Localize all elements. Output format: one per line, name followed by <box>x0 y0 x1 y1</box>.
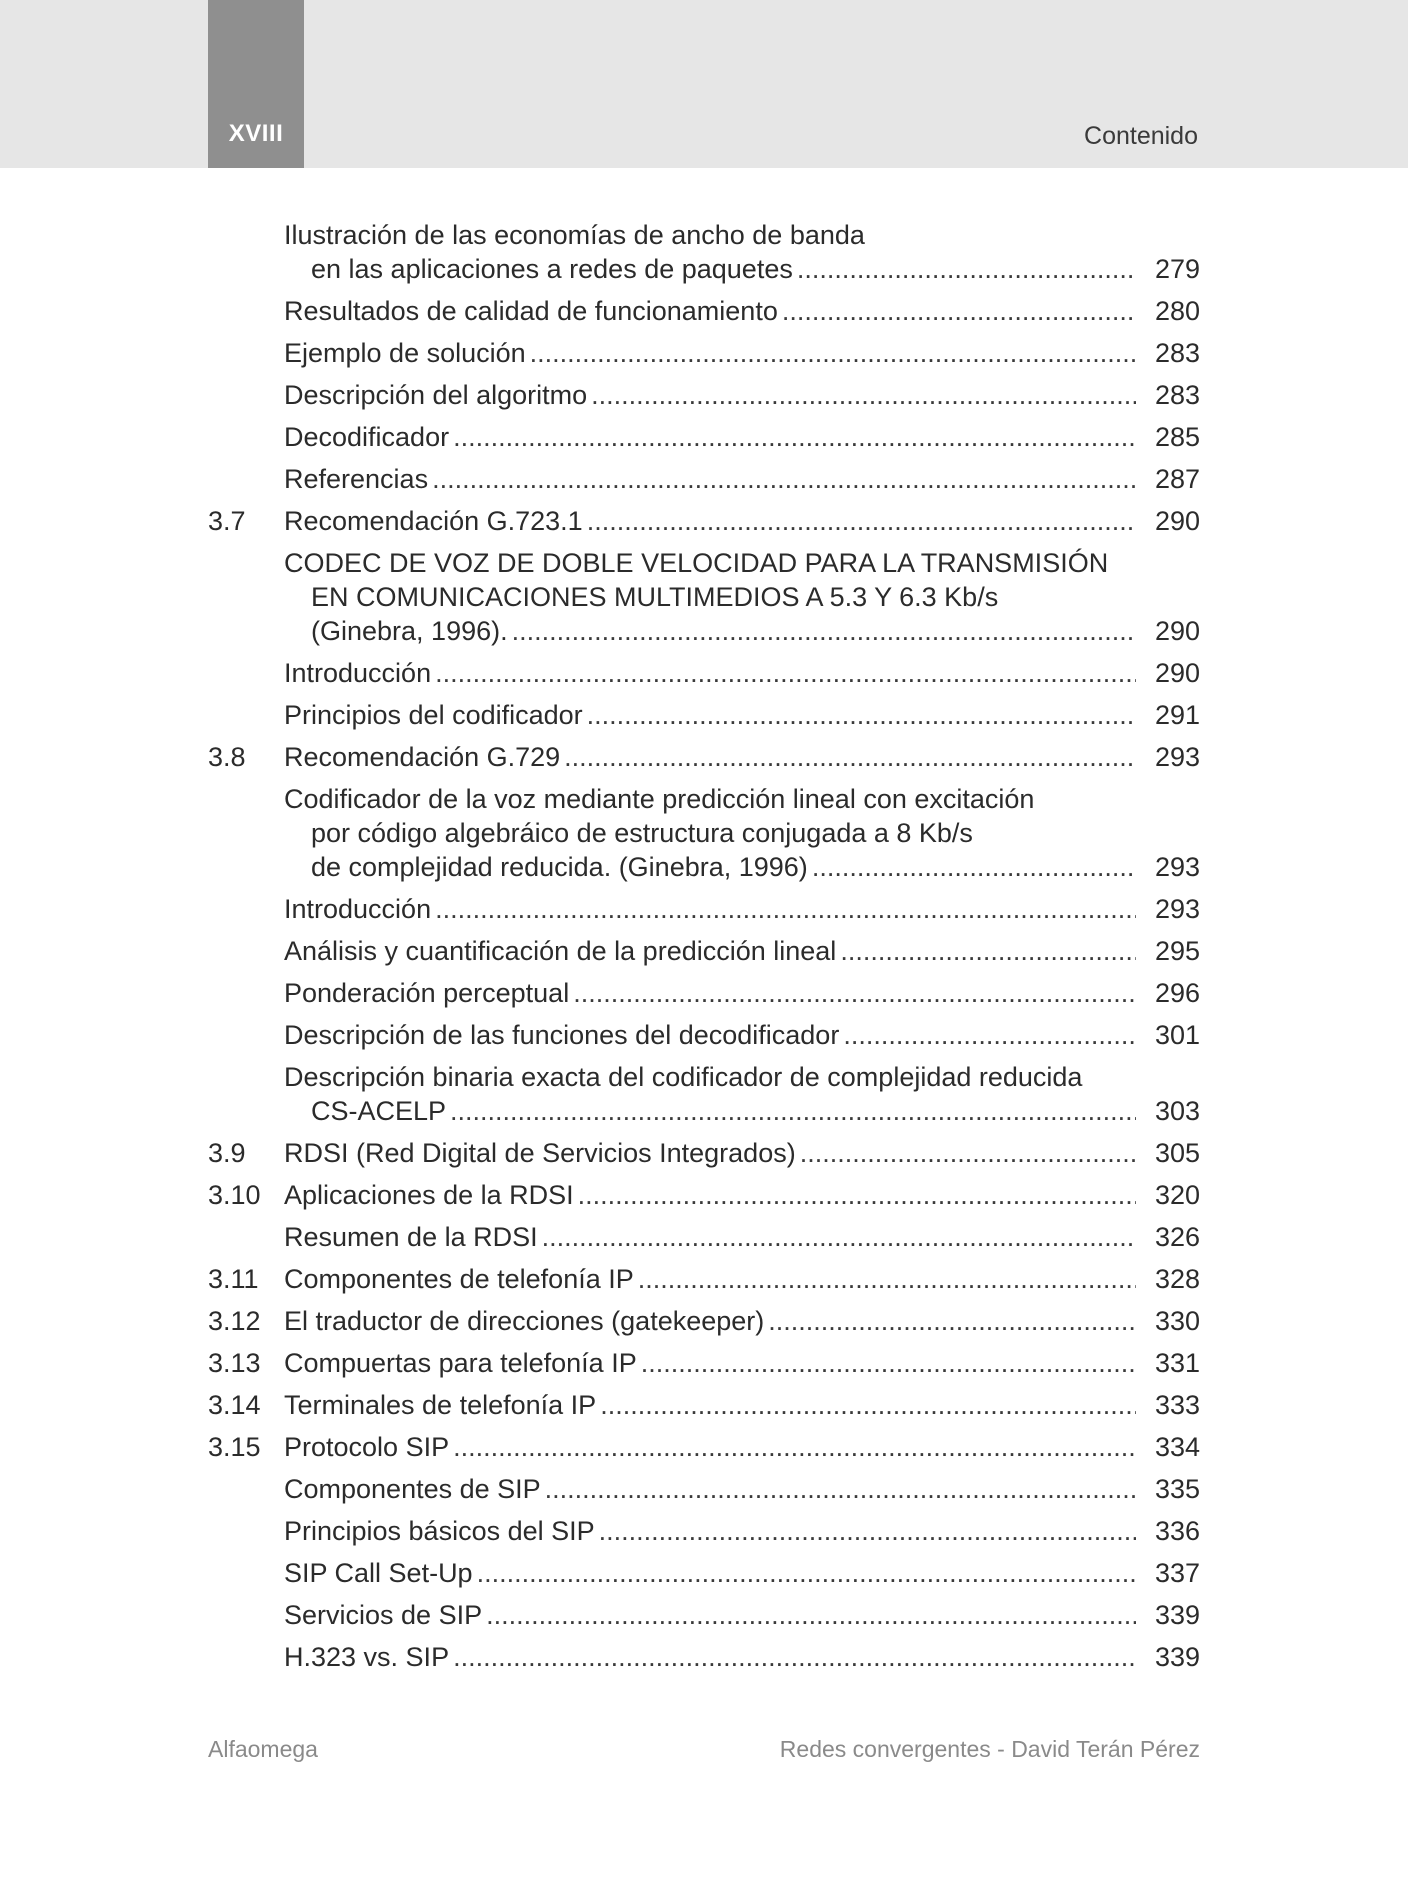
toc-entry <box>208 934 1200 968</box>
entry-title <box>284 1018 1136 1052</box>
dot-leader <box>453 1640 1136 1674</box>
table-of-contents <box>208 218 1200 1682</box>
entry-title-text: Resumen de la RDSI <box>284 1222 538 1252</box>
entry-title-line <box>284 1388 1136 1422</box>
entry-title <box>284 1304 1136 1338</box>
toc-entry <box>208 698 1200 732</box>
section-number: 3.14 <box>208 1390 261 1420</box>
entry-title-line <box>284 1430 1136 1464</box>
toc-entry <box>208 1640 1200 1674</box>
entry-title-text: CS-ACELP <box>311 1096 447 1126</box>
dot-leader <box>587 698 1136 732</box>
entry-title-line <box>284 1178 1136 1212</box>
entry-title <box>284 656 1136 690</box>
page-ref: 293 <box>1154 852 1200 882</box>
dot-leader <box>486 1598 1136 1632</box>
page-ref: 305 <box>1154 1138 1200 1168</box>
entry-title-line <box>284 336 1136 370</box>
entry-title-text: SIP Call Set-Up <box>284 1558 473 1588</box>
dot-leader <box>843 1018 1136 1052</box>
entry-title-text: en las aplicaciones a redes de paquetes <box>311 254 793 284</box>
entry-title-line <box>284 252 1136 286</box>
section-number: 3.9 <box>208 1138 246 1168</box>
page-number: XVIII <box>228 120 284 147</box>
entry-title <box>284 1060 1136 1128</box>
entry-title <box>284 698 1136 732</box>
dot-leader <box>587 504 1136 538</box>
entry-title-line: Ilustración de las economías de ancho de banda <box>284 220 865 250</box>
toc-entry <box>208 1346 1200 1380</box>
toc-entry <box>208 740 1200 774</box>
entry-title <box>284 1640 1136 1674</box>
page-ref: 335 <box>1154 1474 1200 1504</box>
entry-title-line: Codificador de la voz mediante predicción lineal con excitación <box>284 784 1035 814</box>
entry-title-text: Protocolo SIP <box>284 1432 450 1462</box>
toc-entry <box>208 1060 1200 1128</box>
entry-title <box>284 892 1136 926</box>
toc-entry <box>208 782 1200 884</box>
entry-title-text: Compuertas para telefonía IP <box>284 1348 637 1378</box>
page-ref: 293 <box>1154 742 1200 772</box>
entry-title-text: Principios del codificador <box>284 700 583 730</box>
entry-title-text: Introducción <box>284 658 432 688</box>
entry-title-line: Descripción binaria exacta del codificador de complejidad reducida <box>284 1062 1083 1092</box>
entry-title-line: por código algebráico de estructura conjugada a 8 Kb/s <box>311 818 973 848</box>
entry-title <box>284 1178 1136 1212</box>
toc-entry <box>208 892 1200 926</box>
dot-leader <box>564 740 1136 774</box>
dot-leader <box>578 1178 1136 1212</box>
entry-title <box>284 420 1136 454</box>
page-ref: 291 <box>1154 700 1200 730</box>
entry-title-text: Recomendación G.729 <box>284 742 561 772</box>
toc-entry <box>208 546 1200 648</box>
entry-title <box>284 546 1136 648</box>
page-ref: 328 <box>1154 1264 1200 1294</box>
dot-leader <box>797 252 1136 286</box>
toc-entry <box>208 656 1200 690</box>
toc-entry <box>208 336 1200 370</box>
toc-entry <box>208 976 1200 1010</box>
toc-entry <box>208 294 1200 328</box>
entry-title <box>284 976 1136 1010</box>
section-number: 3.12 <box>208 1306 261 1336</box>
toc-entry <box>208 218 1200 286</box>
page-ref: 333 <box>1154 1390 1200 1420</box>
entry-title-text: RDSI (Red Digital de Servicios Integrados) <box>284 1138 796 1168</box>
section-number: 3.10 <box>208 1180 261 1210</box>
entry-title-text: Decodificador <box>284 422 450 452</box>
entry-title-line <box>284 740 1136 774</box>
entry-title-text: Recomendación G.723.1 <box>284 506 583 536</box>
entry-title-line <box>284 1514 1136 1548</box>
entry-title-line <box>284 656 1136 690</box>
dot-leader <box>768 1304 1136 1338</box>
dot-leader <box>641 1346 1136 1380</box>
page-ref: 296 <box>1154 978 1200 1008</box>
page-ref: 334 <box>1154 1432 1200 1462</box>
entry-title <box>284 1556 1136 1590</box>
entry-title <box>284 1472 1136 1506</box>
entry-title-line <box>284 378 1136 412</box>
page-ref: 320 <box>1154 1180 1200 1210</box>
entry-title-line <box>284 420 1136 454</box>
toc-entry <box>208 1304 1200 1338</box>
page-ref: 301 <box>1154 1020 1200 1050</box>
entry-title-line <box>284 462 1136 496</box>
entry-title-text: Componentes de SIP <box>284 1474 541 1504</box>
dot-leader <box>435 892 1136 926</box>
dot-leader <box>840 934 1136 968</box>
entry-title <box>284 1220 1136 1254</box>
dot-leader <box>453 1430 1136 1464</box>
toc-entry <box>208 1430 1200 1464</box>
entry-title <box>284 1514 1136 1548</box>
toc-entry <box>208 1136 1200 1170</box>
entry-title-text: Componentes de telefonía IP <box>284 1264 634 1294</box>
toc-entry <box>208 1514 1200 1548</box>
page-ref: 330 <box>1154 1306 1200 1336</box>
entry-title-text: Descripción del algoritmo <box>284 380 588 410</box>
entry-title-line <box>284 1220 1136 1254</box>
dot-leader <box>450 1094 1136 1128</box>
toc-entry <box>208 1018 1200 1052</box>
entry-title-line <box>284 1640 1136 1674</box>
toc-entry <box>208 1472 1200 1506</box>
toc-entry <box>208 1220 1200 1254</box>
page-ref: 326 <box>1154 1222 1200 1252</box>
entry-title-line <box>284 1262 1136 1296</box>
entry-title-text: Referencias <box>284 464 429 494</box>
entry-title-text: Análisis y cuantificación de la predicción lineal <box>284 936 837 966</box>
dot-leader <box>453 420 1136 454</box>
dot-leader <box>512 614 1136 648</box>
entry-title <box>284 782 1136 884</box>
entry-title-text: de complejidad reducida. (Ginebra, 1996) <box>311 852 808 882</box>
entry-title-line <box>284 1136 1136 1170</box>
page-ref: 293 <box>1154 894 1200 924</box>
dot-leader <box>599 1514 1136 1548</box>
entry-title-line: EN COMUNICACIONES MULTIMEDIOS A 5.3 Y 6.3 Kb/s <box>311 582 999 612</box>
entry-title-line: CODEC DE VOZ DE DOBLE VELOCIDAD PARA LA TRANSMISIÓN <box>284 548 1109 578</box>
toc-entry <box>208 420 1200 454</box>
page-ref: 339 <box>1154 1600 1200 1630</box>
entry-title-text: Introducción <box>284 894 432 924</box>
page-ref: 336 <box>1154 1516 1200 1546</box>
entry-title-line <box>284 614 1136 648</box>
page-ref: 283 <box>1154 338 1200 368</box>
entry-title-text: Descripción de las funciones del decodificador <box>284 1020 840 1050</box>
entry-title <box>284 504 1136 538</box>
toc-entry <box>208 378 1200 412</box>
entry-title-text: Principios básicos del SIP <box>284 1516 595 1546</box>
entry-title <box>284 1136 1136 1170</box>
entry-title-text: Aplicaciones de la RDSI <box>284 1180 574 1210</box>
toc-entry <box>208 1178 1200 1212</box>
page-ref: 303 <box>1154 1096 1200 1126</box>
entry-title-line <box>284 504 1136 538</box>
page-ref: 290 <box>1154 506 1200 536</box>
entry-title-line <box>284 934 1136 968</box>
entry-title <box>284 462 1136 496</box>
dot-leader <box>812 850 1136 884</box>
entry-title-line <box>284 1304 1136 1338</box>
entry-title-text: Terminales de telefonía IP <box>284 1390 597 1420</box>
toc-entry <box>208 1556 1200 1590</box>
entry-title <box>284 218 1136 286</box>
entry-title <box>284 740 1136 774</box>
footer-publisher: Alfaomega <box>208 1736 318 1762</box>
page-ref: 280 <box>1154 296 1200 326</box>
entry-title-line <box>284 976 1136 1010</box>
section-number: 3.11 <box>208 1264 259 1294</box>
page-ref: 287 <box>1154 464 1200 494</box>
entry-title-text: El traductor de direcciones (gatekeeper) <box>284 1306 765 1336</box>
entry-title <box>284 1262 1136 1296</box>
entry-title-text: (Ginebra, 1996). <box>311 616 508 646</box>
dot-leader <box>600 1388 1136 1422</box>
entry-title-line <box>284 1472 1136 1506</box>
entry-title-line <box>284 1598 1136 1632</box>
entry-title-line <box>284 1094 1136 1128</box>
entry-title-line <box>284 850 1136 884</box>
entry-title-text: Resultados de calidad de funcionamiento <box>284 296 778 326</box>
entry-title-text: Servicios de SIP <box>284 1600 483 1630</box>
toc-entry <box>208 1598 1200 1632</box>
entry-title <box>284 934 1136 968</box>
page-ref: 337 <box>1154 1558 1200 1588</box>
entry-title <box>284 1598 1136 1632</box>
section-number: 3.7 <box>208 506 246 536</box>
dot-leader <box>432 462 1136 496</box>
dot-leader <box>573 976 1136 1010</box>
entry-title-text: Ponderación perceptual <box>284 978 570 1008</box>
entry-title-line <box>284 698 1136 732</box>
entry-title-line <box>284 1556 1136 1590</box>
page-ref: 339 <box>1154 1642 1200 1672</box>
dot-leader <box>477 1556 1136 1590</box>
section-number: 3.13 <box>208 1348 261 1378</box>
entry-title <box>284 336 1136 370</box>
entry-title <box>284 294 1136 328</box>
entry-title-line <box>284 892 1136 926</box>
entry-title-line <box>284 1346 1136 1380</box>
dot-leader <box>530 336 1136 370</box>
entry-title <box>284 1388 1136 1422</box>
toc-entry <box>208 504 1200 538</box>
dot-leader <box>435 656 1136 690</box>
entry-title <box>284 378 1136 412</box>
entry-title-line <box>284 294 1136 328</box>
entry-title <box>284 1430 1136 1464</box>
page-ref: 295 <box>1154 936 1200 966</box>
entry-title-line <box>284 1018 1136 1052</box>
toc-entry <box>208 1388 1200 1422</box>
toc-entry <box>208 1262 1200 1296</box>
dot-leader <box>800 1136 1136 1170</box>
section-number: 3.8 <box>208 742 246 772</box>
entry-title-text: Ejemplo de solución <box>284 338 526 368</box>
page-ref: 290 <box>1154 658 1200 688</box>
page-ref: 279 <box>1154 254 1200 284</box>
page-ref: 331 <box>1154 1348 1200 1378</box>
footer-book-credit: Redes convergentes - David Terán Pérez <box>779 1736 1200 1762</box>
page-ref: 283 <box>1154 380 1200 410</box>
section-number: 3.15 <box>208 1432 261 1462</box>
page-ref: 285 <box>1154 422 1200 452</box>
page-ref: 290 <box>1154 616 1200 646</box>
toc-entry <box>208 462 1200 496</box>
entry-title <box>284 1346 1136 1380</box>
dot-leader <box>542 1220 1136 1254</box>
dot-leader <box>638 1262 1136 1296</box>
dot-leader <box>782 294 1136 328</box>
running-head: Contenido <box>1084 122 1198 150</box>
entry-title-text: H.323 vs. SIP <box>284 1642 450 1672</box>
dot-leader <box>545 1472 1136 1506</box>
dot-leader <box>591 378 1136 412</box>
